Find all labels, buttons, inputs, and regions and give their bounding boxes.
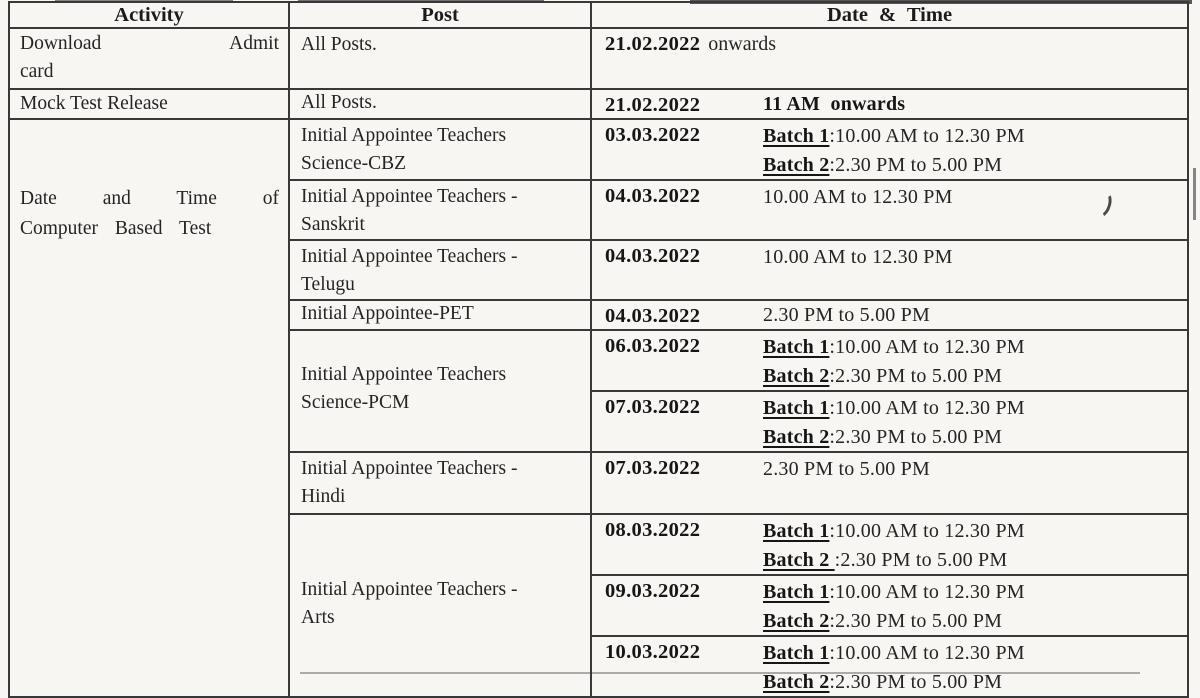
batch-label: Batch 1 <box>763 336 830 358</box>
cell-datetime-telugu <box>591 240 1188 300</box>
batch-label: Batch 2 <box>763 364 830 387</box>
date-value: 06.03.2022 <box>605 335 701 357</box>
header-activity: Activity <box>9 2 289 28</box>
date-value: 21.02.2022 <box>605 94 701 116</box>
table-row <box>9 28 1188 89</box>
cell-post-science-pcm: Initial Appointee Teachers Science-PCM <box>289 330 591 452</box>
date-value: 04.03.2022 <box>605 245 701 267</box>
batch-label: Batch 2 <box>763 609 830 632</box>
batch-label: Batch 2 <box>763 670 830 693</box>
cell-datetime-arts-2 <box>591 575 1188 636</box>
time-text: 11 AM onwards <box>763 93 906 115</box>
time-lines <box>763 92 1183 117</box>
time-text: 2.30 PM to 5.00 PM <box>763 304 930 326</box>
schedule-table <box>8 1 1189 698</box>
date-value: 10.03.2022 <box>605 641 701 663</box>
table-row <box>9 119 1188 180</box>
batch-label: Batch 1 <box>763 397 830 419</box>
cell-activity-mock-test-release: Mock Test Release <box>9 89 289 119</box>
cell-activity-download-admit-card: Download Admit card <box>9 28 289 89</box>
time-text: :2.30 PM to 5.00 PM <box>829 670 1003 693</box>
date-value: 09.03.2022 <box>605 580 701 602</box>
time-text: 2.30 PM to 5.00 PM <box>763 458 930 480</box>
time-text: :10.00 AM to 12.30 PM <box>829 642 1025 664</box>
date-value: 07.03.2022 <box>605 457 701 479</box>
time-lines <box>763 303 1183 328</box>
header-date-time: Date & Time <box>591 2 1188 28</box>
date-value: 08.03.2022 <box>605 519 701 541</box>
batch-label: Batch 2 <box>763 425 830 448</box>
time-text: :2.30 PM to 5.00 PM <box>829 609 1003 632</box>
cell-datetime-cbz <box>591 119 1188 180</box>
cell-datetime-admit-card <box>591 28 1188 89</box>
cell-datetime-pcm-1 <box>591 330 1188 391</box>
time-lines <box>763 455 1183 484</box>
cell-post-sanskrit: Initial Appointee Teachers -Sanskrit <box>289 180 591 240</box>
header-post: Post <box>289 2 591 28</box>
time-text: :10.00 AM to 12.30 PM <box>829 125 1025 147</box>
cell-datetime-pcm-2 <box>591 391 1188 452</box>
cell-post-pet: Initial Appointee-PET <box>289 300 591 330</box>
time-text: :2.30 PM to 5.00 PM <box>829 425 1003 448</box>
cell-datetime-pet <box>591 300 1188 330</box>
cell-post-telugu: Initial Appointee Teachers -Telugu <box>289 240 591 300</box>
time-lines <box>763 517 1183 574</box>
time-text: :2.30 PM to 5.00 PM <box>829 364 1003 387</box>
cell-post-arts: Initial Appointee Teachers -Arts <box>289 514 591 697</box>
table-row <box>9 89 1188 119</box>
batch-label: Batch 2 <box>763 548 835 571</box>
time-lines <box>763 122 1183 179</box>
date-value: 04.03.2022 <box>605 185 701 207</box>
time-text: :2.30 PM to 5.00 PM <box>834 548 1008 571</box>
batch-label: Batch 1 <box>763 520 830 542</box>
cell-post-hindi: Initial Appointee Teachers -Hindi <box>289 452 591 514</box>
date-value: 04.03.2022 <box>605 305 701 327</box>
time-text: :10.00 AM to 12.30 PM <box>829 397 1025 419</box>
time-lines <box>763 243 1183 272</box>
date-value: 07.03.2022 <box>605 396 701 418</box>
time-text: :10.00 AM to 12.30 PM <box>829 520 1025 542</box>
cell-datetime-arts-1 <box>591 514 1188 575</box>
cell-datetime-hindi <box>591 452 1188 514</box>
table-header-row <box>9 2 1188 28</box>
time-lines <box>763 578 1183 635</box>
time-text: 10.00 AM to 12.30 PM <box>763 186 953 208</box>
time-lines <box>763 333 1183 390</box>
time-lines <box>763 183 1183 212</box>
time-text: :10.00 AM to 12.30 PM <box>829 581 1025 603</box>
cell-datetime-arts-3 <box>591 636 1188 697</box>
batch-label: Batch 2 <box>763 153 830 176</box>
cell-activity-cbt-group: Date and Time of Computer Based Test <box>9 119 289 697</box>
batch-label: Batch 1 <box>763 642 830 664</box>
cell-post-science-cbz: Initial Appointee Teachers Science-CBZ <box>289 119 591 180</box>
cell-post-all-posts-2: All Posts. <box>289 89 591 119</box>
time-text: :2.30 PM to 5.00 PM <box>829 153 1003 176</box>
cell-datetime-sanskrit <box>591 180 1188 240</box>
scan-artifact-right-edge-fragment <box>1193 168 1196 220</box>
time-text: :10.00 AM to 12.30 PM <box>829 336 1025 358</box>
time-text: 10.00 AM to 12.30 PM <box>763 246 953 268</box>
date-value: 03.03.2022 <box>605 124 701 146</box>
time-text: onwards <box>708 33 777 55</box>
date-value: 21.02.2022 <box>605 33 701 55</box>
batch-label: Batch 1 <box>763 581 830 603</box>
cell-datetime-mock-test <box>591 89 1188 119</box>
time-lines <box>763 394 1183 451</box>
batch-label: Batch 1 <box>763 125 830 147</box>
cell-post-all-posts-1: All Posts. <box>289 28 591 89</box>
time-lines <box>763 639 1183 696</box>
